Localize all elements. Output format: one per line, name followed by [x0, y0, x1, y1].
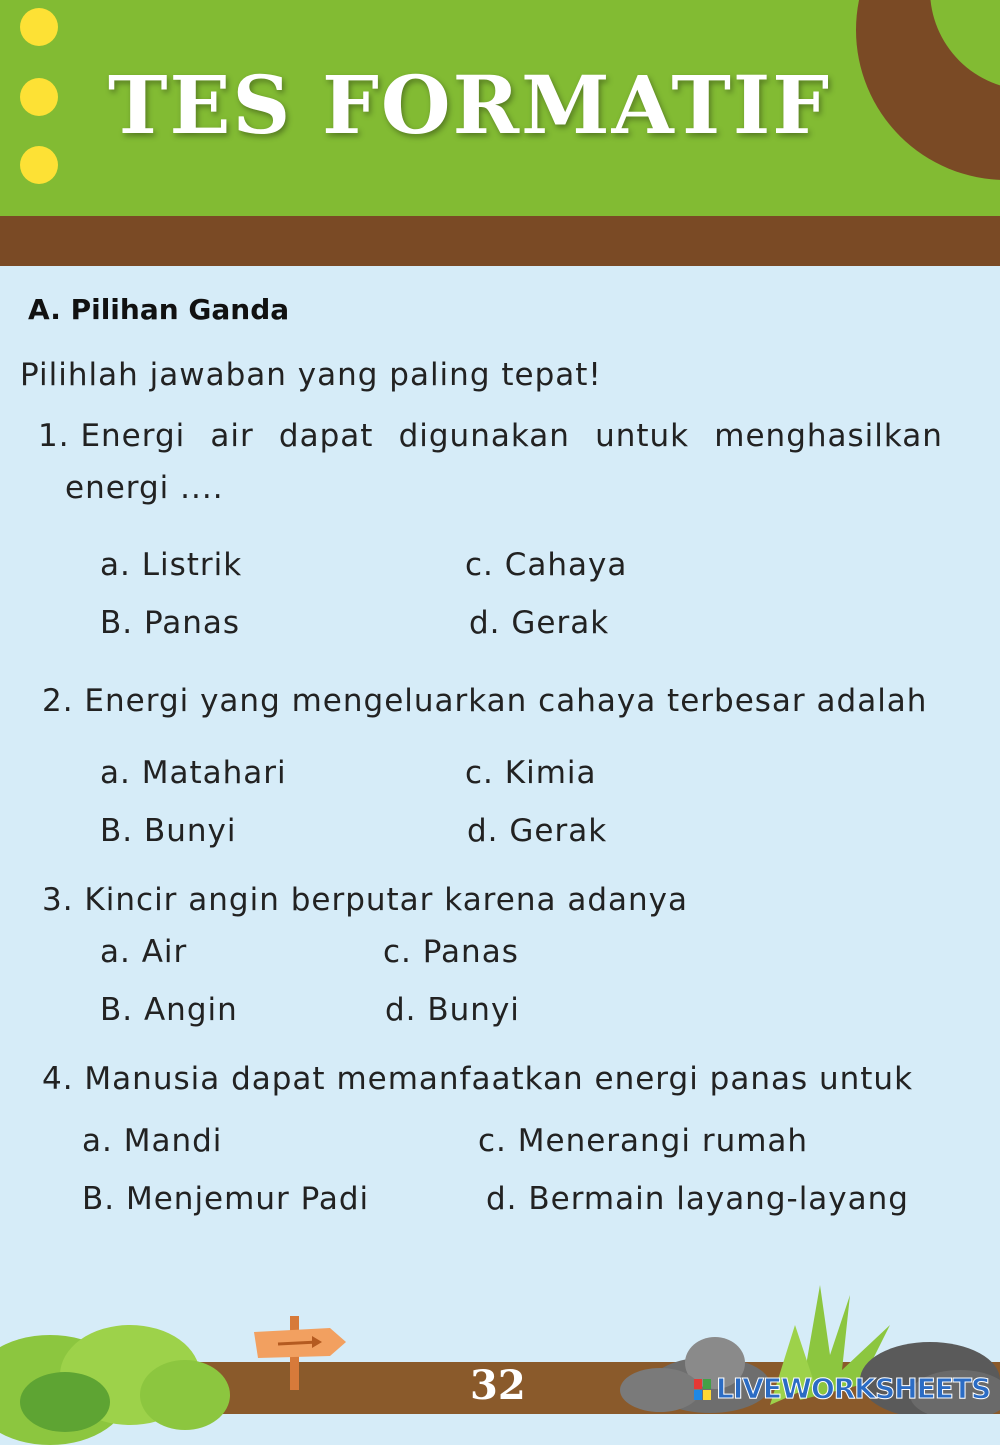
option-d[interactable]: d. Gerak — [467, 813, 608, 849]
question-1-line-1 — [38, 418, 943, 454]
option-c[interactable]: c. Cahaya — [465, 547, 628, 583]
option-b[interactable]: B. Panas — [100, 605, 241, 641]
question-2: 2. Energi yang mengeluarkan cahaya terbesar adalah — [42, 683, 928, 719]
question-word: air — [210, 418, 254, 454]
question-3: 3. Kincir angin berputar karena adanya — [42, 882, 688, 918]
option-c[interactable]: c. Menerangi rumah — [478, 1123, 809, 1159]
page-number: 32 — [470, 1362, 526, 1409]
instruction-text: Pilihlah jawaban yang paling tepat! — [20, 357, 602, 393]
option-d[interactable]: d. Gerak — [469, 605, 610, 641]
option-a[interactable]: a. Mandi — [82, 1123, 223, 1159]
question-word: menghasilkan — [714, 418, 943, 454]
liveworksheets-logo-icon — [694, 1379, 712, 1401]
option-c[interactable]: c. Panas — [383, 934, 519, 970]
question-1 — [38, 418, 943, 506]
option-b[interactable]: B. Menjemur Padi — [82, 1181, 370, 1217]
option-a[interactable]: a. Matahari — [100, 755, 287, 791]
option-b[interactable]: B. Angin — [100, 992, 238, 1028]
option-a[interactable]: a. Air — [100, 934, 188, 970]
watermark-logo: LIVEWORKSHEETS — [716, 1372, 991, 1405]
question-word: digunakan — [398, 418, 570, 454]
question-word: untuk — [595, 418, 690, 454]
question-number: 1. Energi — [38, 418, 186, 454]
yellow-dot-icon — [20, 8, 58, 46]
option-b[interactable]: B. Bunyi — [100, 813, 237, 849]
yellow-dot-icon — [20, 78, 58, 116]
header-banner — [0, 0, 1000, 216]
question-4: 4. Manusia dapat memanfaatkan energi panas untuk — [42, 1061, 914, 1097]
yellow-dot-icon — [20, 146, 58, 184]
option-d[interactable]: d. Bunyi — [385, 992, 520, 1028]
page-title: TES FORMATIF — [108, 58, 832, 152]
question-word: dapat — [278, 418, 374, 454]
bush-icon — [20, 1372, 110, 1432]
section-title: A. Pilihan Ganda — [28, 293, 290, 326]
option-c[interactable]: c. Kimia — [465, 755, 597, 791]
bush-icon — [140, 1360, 230, 1430]
option-a[interactable]: a. Listrik — [100, 547, 243, 583]
question-1-line-2: energi .... — [65, 470, 224, 506]
header-brown-stripe — [0, 216, 1000, 266]
signpost-icon — [250, 1312, 350, 1392]
option-d[interactable]: d. Bermain layang-layang — [486, 1181, 909, 1217]
